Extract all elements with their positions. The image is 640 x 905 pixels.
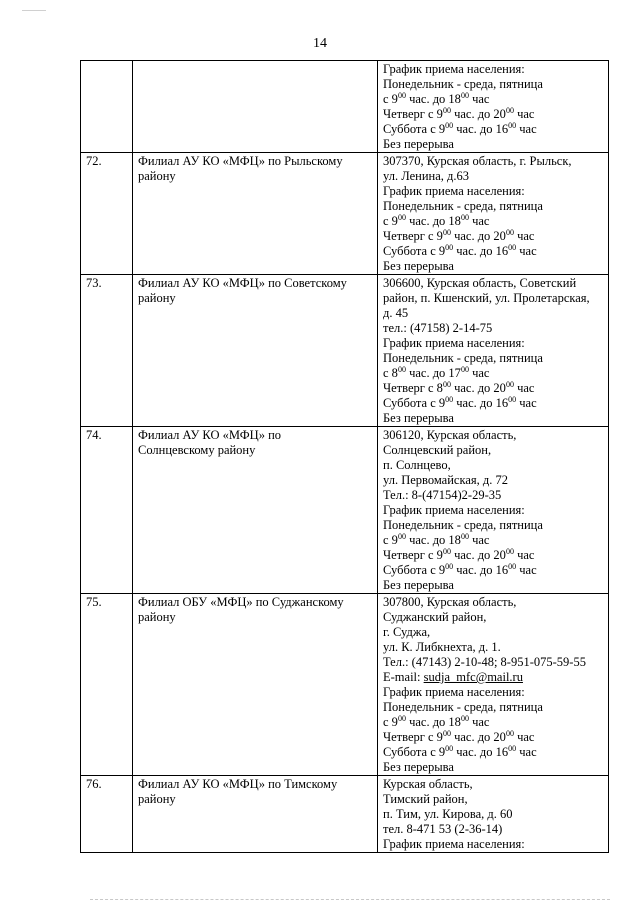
address-line: д. 45 [383,306,409,320]
schedule-text: час [513,381,535,395]
address-line: 307370, Курская область, г. Рыльск, [383,154,572,168]
branch-name-cell [133,61,378,153]
address-line: п. Тим, ул. Кирова, д. 60 [383,807,513,821]
time-minutes: 00 [397,92,406,100]
time-minutes: 00 [505,107,514,115]
branch-table-body [81,61,609,853]
time-minutes: 00 [505,381,514,389]
schedule-text: с 9 [383,533,398,547]
address-line: тел. 8-471 53 (2-36-14) [383,822,503,836]
address-line: 306120, Курская область, [383,428,517,442]
address-line: Понедельник - среда, пятница [383,77,543,91]
schedule-text: час. до 20 [450,730,506,744]
table-row [81,427,609,594]
address-line: Понедельник - среда, пятница [383,700,543,714]
schedule-text: час [468,92,490,106]
address-line: Без перерыва [383,137,454,151]
schedule-text: час [513,107,535,121]
schedule-text: Суббота с 9 [383,396,446,410]
time-minutes: 00 [505,730,514,738]
scan-artifact-mark [22,10,46,11]
row-number: 73. [81,275,133,427]
schedule-text: час. до 20 [450,107,506,121]
address-schedule-cell [378,153,609,275]
row-number: 76. [81,776,133,853]
schedule-line [383,396,605,411]
schedule-text: час. до 20 [450,548,506,562]
schedule-line [383,229,605,244]
address-line: График приема населения: [383,503,525,517]
address-line: Понедельник - среда, пятница [383,351,543,365]
schedule-text: Суббота с 9 [383,745,446,759]
schedule-line [383,548,605,563]
time-minutes: 00 [445,396,454,404]
address-line: Понедельник - среда, пятница [383,199,543,213]
schedule-line [383,244,605,259]
time-minutes: 00 [445,122,454,130]
branch-name-cell [133,776,378,853]
branch-name-line: району [138,291,176,305]
schedule-text: час [468,214,490,228]
schedule-text: час. до 16 [453,563,509,577]
schedule-line [383,366,605,381]
schedule-text: час [516,563,537,577]
schedule-text: Четверг с 9 [383,229,443,243]
time-minutes: 00 [397,214,406,222]
schedule-text: час. до 16 [453,396,509,410]
time-minutes: 00 [397,366,406,374]
time-minutes: 00 [460,92,469,100]
address-line: График приема населения: [383,837,525,851]
time-minutes: 00 [508,563,517,571]
branch-name-line: Солнцевскому району [138,443,256,457]
schedule-text: час [468,715,490,729]
email-label: E-mail: [383,670,424,684]
table-row [81,275,609,427]
address-line: Понедельник - среда, пятница [383,518,543,532]
schedule-text: Четверг с 9 [383,730,443,744]
time-minutes: 00 [397,533,406,541]
address-line: График приема населения: [383,685,525,699]
branch-name-cell [133,594,378,776]
branch-name-line: району [138,792,176,806]
time-minutes: 00 [445,244,454,252]
address-line: График приема населения: [383,184,525,198]
address-line: Солнцевский район, [383,443,492,457]
schedule-text: час. до 16 [453,122,509,136]
schedule-text: час [516,244,537,258]
schedule-line [383,381,605,396]
time-minutes: 00 [442,229,451,237]
address-line: График приема населения: [383,336,525,350]
schedule-text: час. до 18 [405,533,461,547]
schedule-text: с 9 [383,92,398,106]
table-row [81,153,609,275]
schedule-line [383,563,605,578]
row-number: 72. [81,153,133,275]
address-schedule-cell [378,594,609,776]
schedule-line [383,533,605,548]
time-minutes: 00 [397,715,406,723]
address-line: 307800, Курская область, [383,595,517,609]
schedule-text: час. до 18 [405,214,461,228]
address-line: ул. Первомайская, д. 72 [383,473,508,487]
schedule-text: час. до 18 [405,715,461,729]
time-minutes: 00 [442,548,451,556]
branch-name-cell [133,275,378,427]
schedule-text: Четверг с 8 [383,381,443,395]
branch-name-line: району [138,169,176,183]
branch-name-line: Филиал АУ КО «МФЦ» по Рыльскому [138,154,343,168]
time-minutes: 00 [460,366,469,374]
time-minutes: 00 [442,381,451,389]
address-line: Курская область, [383,777,473,791]
schedule-text: час [516,745,537,759]
table-row [81,776,609,853]
branch-name-cell [133,153,378,275]
address-line: п. Солнцево, [383,458,451,472]
address-line: 306600, Курская область, Советский [383,276,577,290]
schedule-text: Четверг с 9 [383,548,443,562]
time-minutes: 00 [445,745,454,753]
branch-name-line: Филиал ОБУ «МФЦ» по Суджанскому [138,595,344,609]
address-line: Тимский район, [383,792,468,806]
time-minutes: 00 [505,548,514,556]
time-minutes: 00 [460,214,469,222]
schedule-line [383,745,605,760]
time-minutes: 00 [505,229,514,237]
branch-name-line: Филиал АУ КО «МФЦ» по Советскому [138,276,347,290]
table-row [81,594,609,776]
schedule-text: час. до 20 [450,381,506,395]
time-minutes: 00 [445,563,454,571]
branch-table [80,60,609,853]
footer-scan-line [90,899,610,900]
branch-name-line: Филиал АУ КО «МФЦ» по [138,428,282,442]
schedule-text: час. до 16 [453,745,509,759]
address-line: Тел.: 8-(47154)2-29-35 [383,488,502,502]
schedule-line [383,214,605,229]
schedule-text: час. до 16 [453,244,509,258]
address-line: ул. К. Либкнехта, д. 1. [383,640,501,654]
time-minutes: 00 [508,396,517,404]
address-line: тел.: (47158) 2-14-75 [383,321,493,335]
schedule-text: с 9 [383,715,398,729]
schedule-text: час [516,396,537,410]
row-number: 74. [81,427,133,594]
schedule-text: час [513,730,535,744]
branch-name-cell [133,427,378,594]
email-link[interactable]: sudja_mfc@mail.ru [423,670,523,684]
address-schedule-cell [378,61,609,153]
schedule-text: час [513,548,535,562]
schedule-text: с 8 [383,366,398,380]
time-minutes: 00 [442,730,451,738]
schedule-text: час [468,533,490,547]
schedule-line [383,715,605,730]
address-schedule-cell [378,275,609,427]
time-minutes: 00 [460,533,469,541]
time-minutes: 00 [442,107,451,115]
time-minutes: 00 [508,122,517,130]
schedule-text: Суббота с 9 [383,122,446,136]
time-minutes: 00 [460,715,469,723]
schedule-line [383,730,605,745]
schedule-text: час. до 18 [405,92,461,106]
address-schedule-cell [378,427,609,594]
address-line: район, п. Кшенский, ул. Пролетарская, [383,291,590,305]
branch-name-line: Филиал АУ КО «МФЦ» по Тимскому [138,777,338,791]
schedule-text: час [513,229,535,243]
page-number: 14 [313,36,327,51]
address-line: Без перерыва [383,259,454,273]
address-line: Без перерыва [383,411,454,425]
schedule-text: Четверг с 9 [383,107,443,121]
address-line: Без перерыва [383,578,454,592]
address-line: Суджанский район, [383,610,487,624]
address-line: График приема населения: [383,62,525,76]
schedule-text: час. до 17 [405,366,461,380]
schedule-text: час [516,122,537,136]
schedule-line [383,107,605,122]
schedule-text: с 9 [383,214,398,228]
table-row [81,61,609,153]
email-line [383,670,605,685]
branch-name-line: району [138,610,176,624]
address-line: Без перерыва [383,760,454,774]
address-line: г. Суджа, [383,625,431,639]
row-number [81,61,133,153]
row-number: 75. [81,594,133,776]
address-schedule-cell [378,776,609,853]
schedule-text: час [468,366,490,380]
schedule-line [383,122,605,137]
schedule-text: Суббота с 9 [383,563,446,577]
time-minutes: 00 [508,244,517,252]
address-line: Тел.: (47143) 2-10-48; 8-951-075-59-55 [383,655,586,669]
schedule-line [383,92,605,107]
address-line: ул. Ленина, д.63 [383,169,469,183]
schedule-text: час. до 20 [450,229,506,243]
time-minutes: 00 [508,745,517,753]
schedule-text: Суббота с 9 [383,244,446,258]
